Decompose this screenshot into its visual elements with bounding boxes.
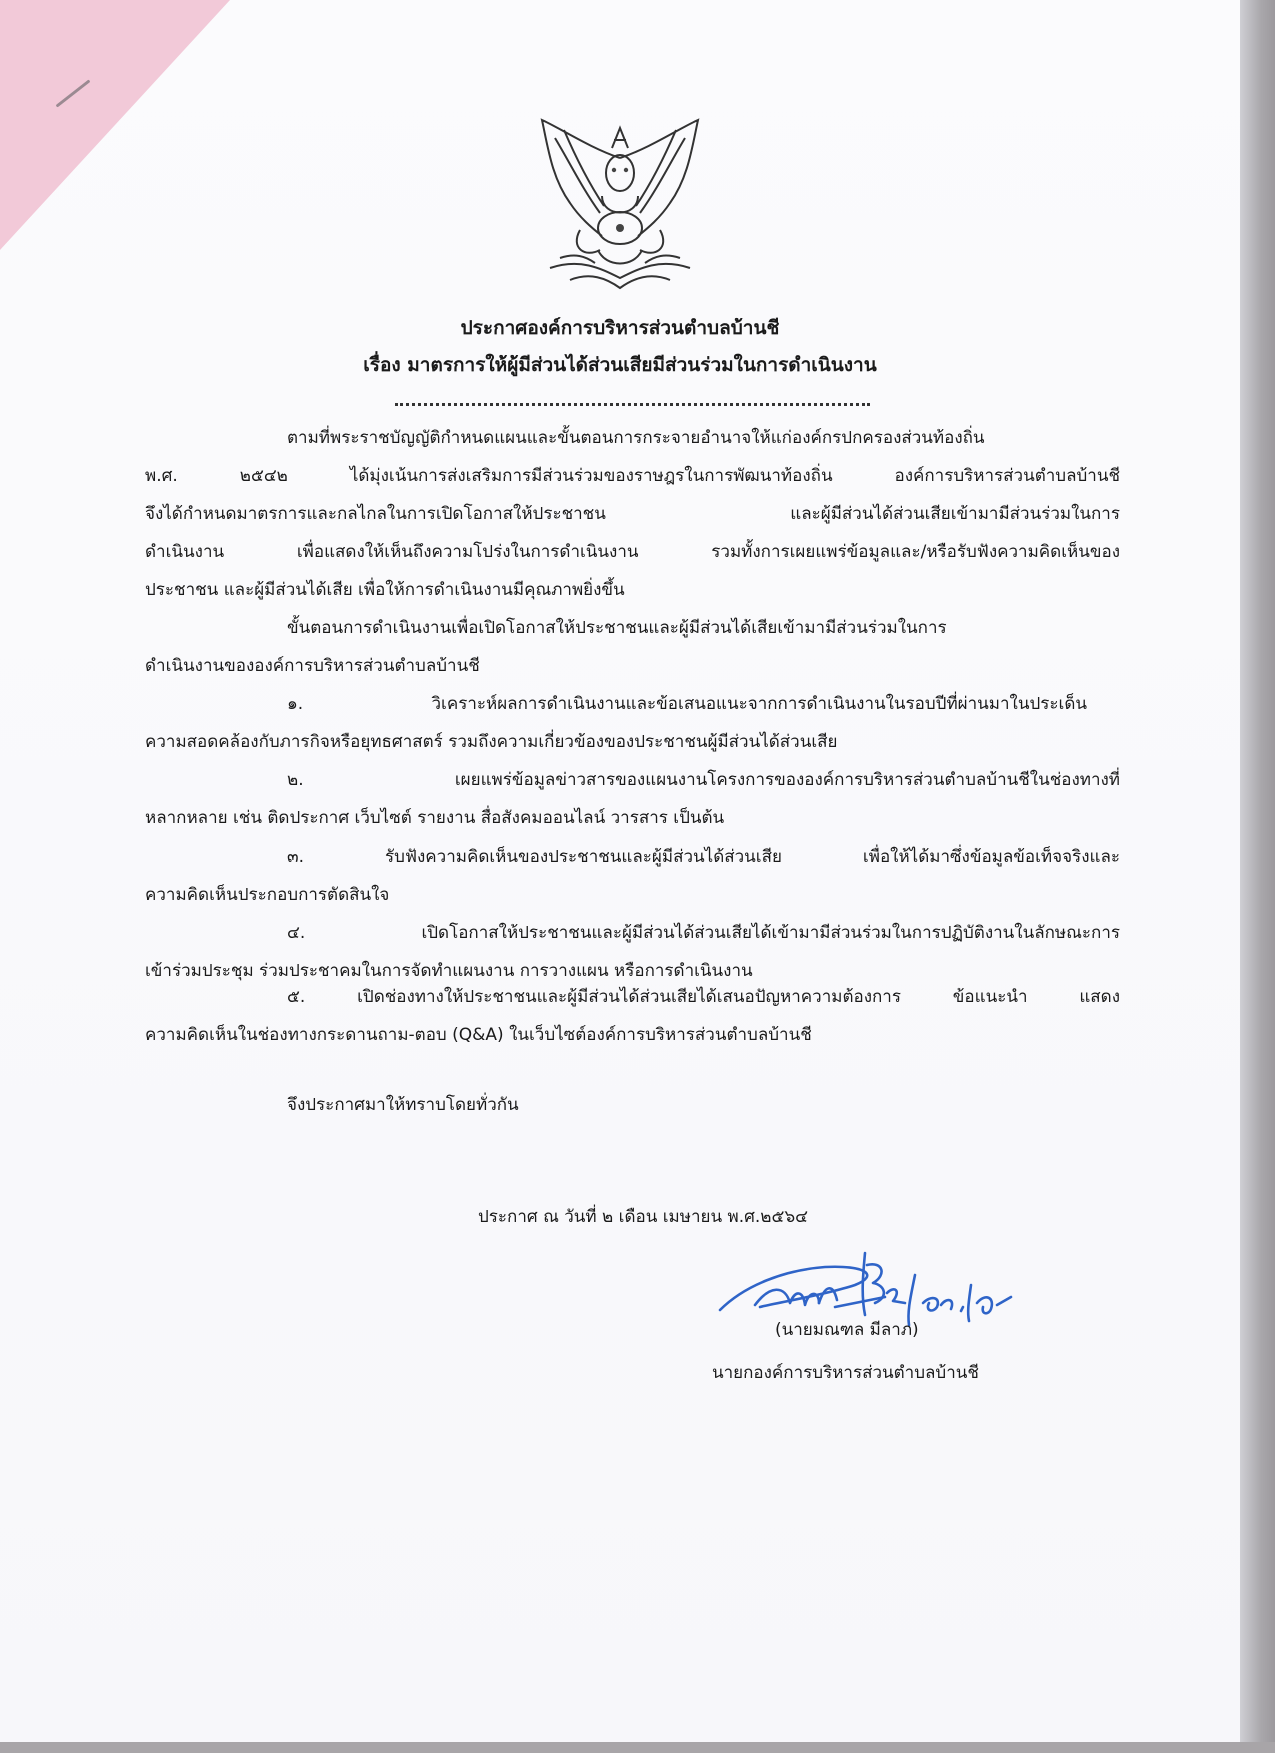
announcement-date: ประกาศ ณ วันที่ ๒ เดือน เมษายน พ.ศ.๒๕๖๔ (478, 1207, 809, 1227)
garuda-emblem-icon (530, 118, 710, 296)
announcement-title: ประกาศองค์การบริหารส่วนตำบลบ้านชี (460, 317, 780, 339)
intro-line: ตามที่พระราชบัญญัติกำหนดแผนและขั้นตอนการกระจายอำนาจให้แก่องค์กรปกครองส่วนท้องถิ่น (287, 428, 985, 448)
steps-intro-line: ขั้นตอนการดำเนินงานเพื่อเปิดโอกาสให้ประชาชนและผู้มีส่วนได้เสียเข้ามามีส่วนร่วมในการ (287, 618, 947, 638)
step-item-4-line: ๔. เปิดโอกาสให้ประชาชนและผู้มีส่วนได้ส่วนเสียได้เข้ามามีส่วนร่วมในการปฏิบัติงานในลักษณะการ (287, 923, 1120, 943)
step-item-2-line: หลากหลาย เช่น ติดประกาศ เว็บไซต์ รายงาน สื่อสังคมออนไลน์ วารสาร เป็นต้น (145, 808, 725, 828)
intro-line: ดำเนินงาน เพื่อแสดงให้เห็นถึงความโปร่งในการดำเนินงาน รวมทั้งการเผยแพร่ข้อมูลและ/หรือรับฟังความคิดเห็นของ (145, 542, 1120, 562)
step-item-4-line: เข้าร่วมประชุม ร่วมประชาคมในการจัดทำแผนงาน การวางแผน หรือการดำเนินงาน (145, 961, 753, 981)
announcement-subject: เรื่อง มาตรการให้ผู้มีส่วนได้ส่วนเสียมีส่วนร่วมในการดำเนินงาน (363, 354, 877, 376)
step-item-3-line: ๓. รับฟังความคิดเห็นของประชาชนและผู้มีส่วนได้ส่วนเสีย เพื่อให้ได้มาซึ่งข้อมูลข้อเท็จจริงและ (287, 847, 1120, 867)
step-item-2-line: ๒. เผยแพร่ข้อมูลข่าวสารของแผนงานโครงการขององค์การบริหารส่วนตำบลบ้านชีในช่องทางที่ (287, 770, 1120, 790)
scan-right-edge (1240, 0, 1275, 1753)
dotted-divider (395, 403, 870, 406)
closing-statement: จึงประกาศมาให้ทราบโดยทั่วกัน (287, 1095, 519, 1115)
step-item-1-line: ความสอดคล้องกับภารกิจหรือยุทธศาสตร์ รวมถึงความเกี่ยวข้องของประชาชนผู้มีส่วนได้ส่วนเสีย (145, 732, 838, 752)
step-item-1-line: ๑. วิเคราะห์ผลการดำเนินงานและข้อเสนอแนะจากการดำเนินงานในรอบปีที่ผ่านมาในประเด็น (287, 694, 1087, 714)
step-item-5-line: ความคิดเห็นในช่องทางกระดานถาม-ตอบ (Q&A) ในเว็บไซต์องค์การบริหารส่วนตำบลบ้านชี (145, 1025, 812, 1045)
intro-line: จึงได้กำหนดมาตรการและกลไกลในการเปิดโอกาสให้ประชาชน และผู้มีส่วนได้ส่วนเสียเข้ามามีส่วนร่วมในการ (145, 504, 1120, 524)
intro-line: พ.ศ. ๒๕๔๒ ได้มุ่งเน้นการส่งเสริมการมีส่วนร่วมของราษฎรในการพัฒนาท้องถิ่น องค์การบริหารส่วนตำบลบ้านชี (145, 466, 1120, 486)
step-item-5-line: ๕. เปิดช่องทางให้ประชาชนและผู้มีส่วนได้ส่วนเสียได้เสนอปัญหาความต้องการ ข้อแนะนำ แสดง (287, 987, 1120, 1007)
signer-title: นายกองค์การบริหารส่วนตำบลบ้านชี (712, 1363, 979, 1383)
intro-line: ประชาชน และผู้มีส่วนได้เสีย เพื่อให้การดำเนินงานมีคุณภาพยิ่งขึ้น (145, 580, 625, 600)
signer-name: (นายมณฑล มีลาภ) (775, 1320, 919, 1340)
scan-bottom-edge (0, 1742, 1275, 1753)
steps-intro-line: ดำเนินงานขององค์การบริหารส่วนตำบลบ้านชี (145, 656, 480, 676)
step-item-3-line: ความคิดเห็นประกอบการตัดสินใจ (145, 885, 390, 905)
